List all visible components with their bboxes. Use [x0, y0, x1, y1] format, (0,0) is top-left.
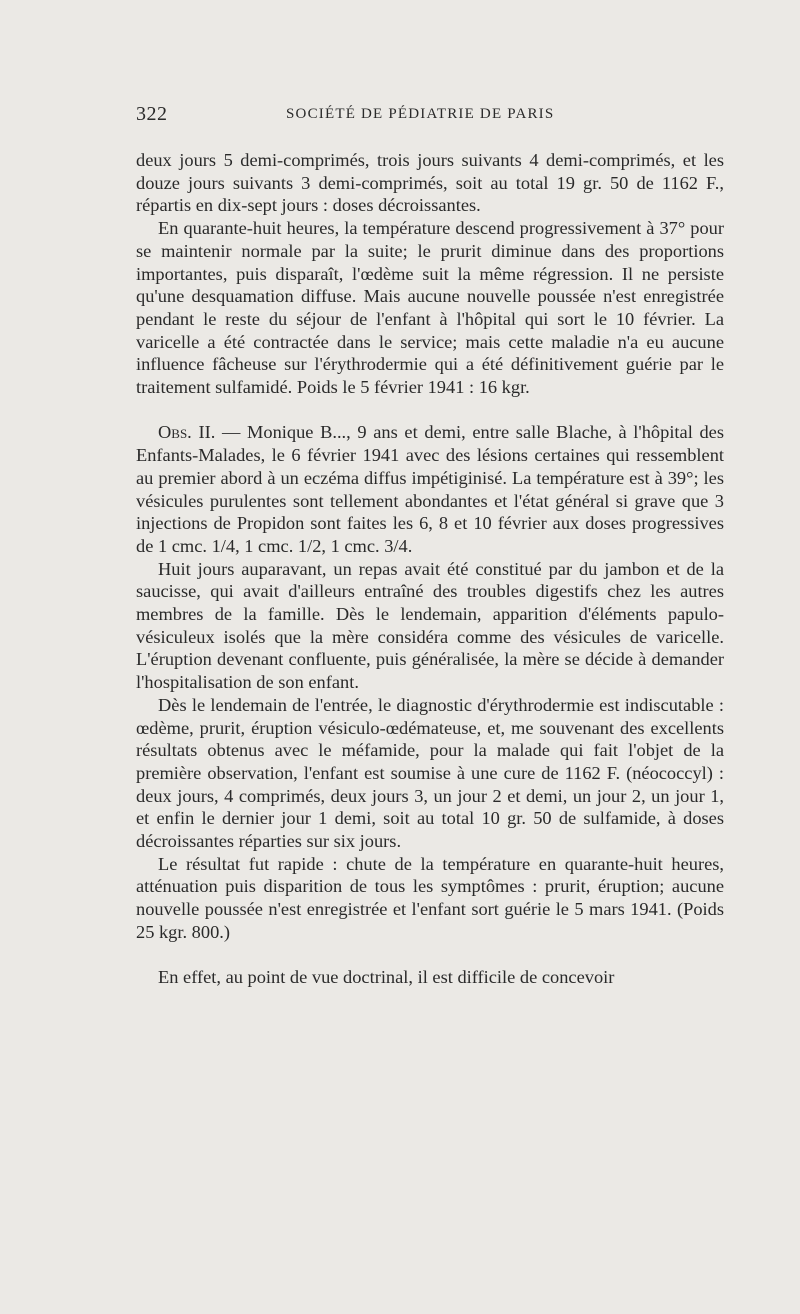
paragraph-continuation: deux jours 5 demi-comprimés, trois jours suivants 4 demi-comprimés, et les douze jours suivants 3 demi-comprimés, soit au total 19 gr. 50 de 1162 F., répartis en dix-sept jours : doses décroissantes. — [136, 150, 724, 216]
journal-title: SOCIÉTÉ DE PÉDIATRIE DE PARIS — [286, 106, 555, 122]
paragraph-observation-2 — [136, 421, 724, 557]
observation-label: Obs. II. — [158, 422, 216, 443]
running-head — [136, 103, 724, 131]
paragraph-temperature: En quarante-huit heures, la température descend progressivement à 37° pour se maintenir normale par la suite; le prurit diminue dans des proportions importantes, puis disparaît, l'œdème suit la même régression. Il ne persiste qu'une desquamation diffuse. Mais aucune nouvelle poussée n'est enregistrée pendant le reste du séjour de l'enfant à l'hôpital qui sort le 10 février. La varicelle a été contractée dans le service; mais cette maladie n'a eu aucune influence fâcheuse sur l'érythrodermie qui a été définitivement guérie par le traitement sulfamidé. Poids le 5 février 1941 : 16 kgr. — [136, 218, 724, 398]
paragraph-history: Huit jours auparavant, un repas avait été constitué par du jambon et de la saucisse, qui avait d'ailleurs entraîné des troubles digestifs chez les autres membres de la famille. Dès le lendemain, apparition d'éléments papulo-vésiculeux isolés que la mère considéra comme des vésicules de varicelle. L'éruption devenant confluente, puis généralisée, la mère se décide à demander l'hospitalisation de son enfant. — [136, 558, 724, 693]
observation-2-text: — Monique B..., 9 ans et demi, entre salle Blache, à l'hôpital des Enfants-Malades, le 6 février 1941 avec des lésions certaines qui ressemblent au premier abord à un eczéma diffus impétiginisé. La température est à 39°; les vésicules purulentes sont tellement abondantes et l'état général si grave que 3 injections de Propidon sont faites les 6, 8 et 10 février aux doses progressives de 1 cmc. 1/4, 1 cmc. 1/2, 1 cmc. 3/4. — [136, 422, 724, 556]
body-text — [136, 149, 724, 989]
paragraph-diagnosis: Dès le lendemain de l'entrée, le diagnostic d'érythrodermie est indiscutable : œdème, prurit, éruption vésiculo-œdémateuse, et, me souvenant des excellents résultats obtenus avec le méfamide, pour la malade qui fait l'objet de la première observation, l'enfant est soumise à une cure de 1162 F. (néococcyl) : deux jours, 4 comprimés, deux jours 3, un jour 2 et demi, un jour 2, un jour 1, et enfin le dernier jour 1 demi, soit au total 10 gr. 50 de sulfamide, à doses décroissantes réparties sur six jours. — [136, 694, 724, 852]
paragraph-result: Le résultat fut rapide : chute de la température en quarante-huit heures, atténuation puis disparition de tous les symptômes : prurit, éruption; aucune nouvelle poussée n'est enregistrée et l'enfant sort guérie le 5 mars 1941. (Poids 25 kgr. 800.) — [136, 853, 724, 942]
paragraph-doctrinal: En effet, au point de vue doctrinal, il est difficile de concevoir — [158, 967, 615, 988]
page-number: 322 — [136, 103, 168, 125]
